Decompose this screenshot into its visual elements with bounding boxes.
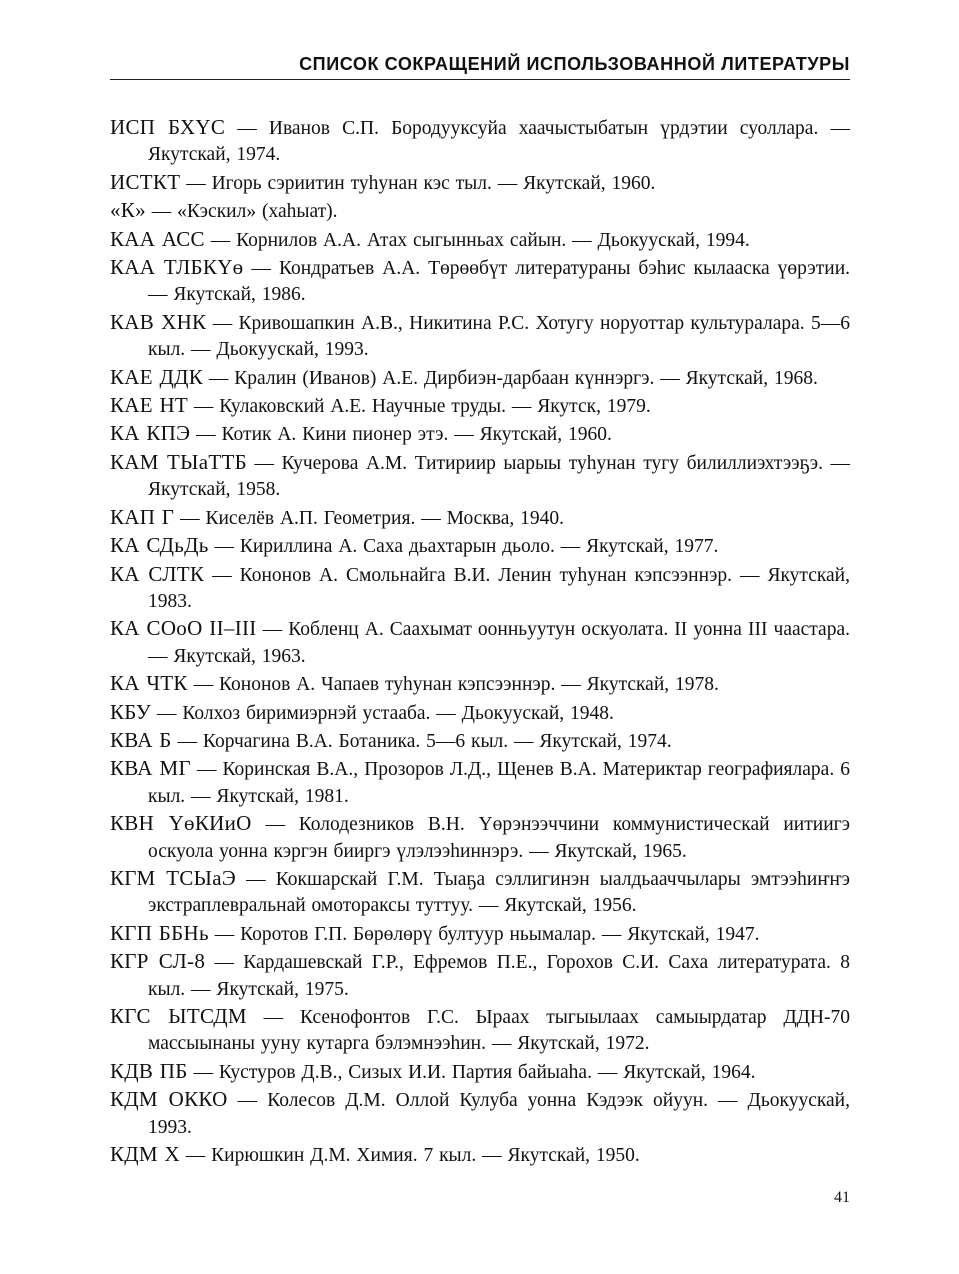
entry-reference: — Колхоз биримиэрнэй устааба. — Дьокуускай, 1948. [151, 702, 614, 724]
entry-abbreviation: КА СДьДь [110, 533, 209, 558]
entry-abbreviation: КАМ ТЫаТТБ [110, 449, 247, 474]
entry-reference: — «Кэскил» (хаһыат). [145, 201, 338, 223]
entry-abbreviation: КА ЧТК [110, 671, 188, 696]
list-entry [110, 948, 850, 1003]
entry-reference: — Коротов Г.П. Бөрөлөрү бултуур ньымалар. — Якутскай, 1947. [208, 923, 760, 945]
entry-abbreviation: КА СЛТК [110, 561, 205, 586]
entry-reference: — Колодезников В.Н. Үөрэнээччини коммунистическай иитиигэ оскуола уонна кэргэн бииргэ үлэлээһиннэрэ. — Якутскай, 1965. [148, 814, 850, 862]
entry-reference: — Кустуров Д.В., Сизых И.И. Партия байыаһа. — Якутскай, 1964. [187, 1061, 756, 1083]
entry-abbreviation: КГС ЫТСДМ [110, 1004, 247, 1028]
list-entry [110, 364, 850, 392]
list-entry [110, 865, 850, 920]
list-entry [110, 1058, 850, 1086]
list-entry [110, 561, 850, 616]
list-entry [110, 727, 850, 755]
entry-abbreviation: КВА Б [110, 727, 172, 752]
entry-abbreviation: КАП Г [110, 504, 175, 529]
entry-reference: — Котик А. Кини пионер этэ. — Якутскай, 1960. [190, 424, 612, 446]
entry-abbreviation: КВН ҮөКИиО [110, 811, 252, 836]
entry-reference: — Кириллина А. Саха дьахтарын дьоло. — Якутскай, 1977. [208, 536, 719, 558]
list-entry [110, 169, 850, 197]
header-rule [110, 79, 850, 80]
entry-reference: — Кокшарскай Г.М. Тыаҕа сэллигинэн ыалдьааччылары эмтээһиҥҥэ экстраплевральнай омотораксы туттуу. — Якутскай, 1956. [148, 868, 850, 917]
entry-reference: — Корчагина В.А. Ботаника. 5—6 кыл. — Якутскай, 1974. [171, 730, 672, 752]
list-entry [110, 670, 850, 698]
list-entry [110, 254, 850, 309]
list-entry [110, 449, 850, 504]
entry-abbreviation: ИСТКТ [110, 169, 181, 194]
list-entry [110, 226, 850, 254]
entry-reference: — Иванов С.П. Бородууксуйа хаачыстыбатын үрдэтии суоллара. — Якутскай, 1974. [148, 118, 850, 166]
entry-reference: — Кралин (Иванов) А.Е. Дирбиэн-дарбаан күннэргэ. — Якутскай, 1968. [203, 367, 818, 389]
list-entry [110, 1141, 850, 1169]
entry-abbreviation: КАЕ ДДК [110, 364, 204, 389]
entry-reference: — Кирюшкин Д.М. Химия. 7 кыл. — Якутскай, 1950. [179, 1145, 640, 1167]
list-entry [110, 1003, 850, 1058]
entry-reference: — Кардашевскай Г.Р., Ефремов П.Е., Горохов С.И. Саха литературата. 8 кыл. — Якутскай, 1975. [148, 952, 850, 1000]
entry-reference: — Кононов А. Чапаев туһунан кэпсээннэр. — Якутскай, 1978. [187, 674, 719, 696]
entry-abbreviation: ИСП БХҮС [110, 115, 226, 139]
list-entry [110, 309, 850, 364]
entry-reference: — Кривошапкин А.В., Никитина Р.С. Хотугу норуоттар культуралара. 5—6 кыл. — Дьокуускай, 1993. [148, 312, 850, 361]
list-entry [110, 420, 850, 448]
list-entry [110, 392, 850, 420]
entry-abbreviation: КАА АСС [110, 226, 205, 251]
entry-reference: — Киселёв А.П. Геометрия. — Москва, 1940. [174, 507, 565, 529]
entry-reference: — Ксенофонтов Г.С. Ыраах тыгыылаах самыырдатар ДДН-70 массыынаны ууну кутарга бэлэмнээһин. — Якутскай, 1972. [148, 1007, 850, 1055]
entry-abbreviation: «К» [110, 198, 146, 223]
entry-abbreviation: КДВ ПБ [110, 1058, 188, 1083]
entry-reference: — Кулаковский А.Е. Научные труды. — Якутск, 1979. [188, 396, 651, 418]
entry-abbreviation: КГР СЛ-8 [110, 949, 206, 974]
entry-abbreviation: КА СОоО II–III [110, 616, 257, 641]
running-head: СПИСОК СОКРАЩЕНИЙ ИСПОЛЬЗОВАННОЙ ЛИТЕРАТУРЫ [299, 54, 850, 74]
entry-abbreviation: КБУ [110, 699, 152, 724]
entry-abbreviation: КДМ ОККО [110, 1087, 228, 1112]
list-entry [110, 810, 850, 865]
page-number: 41 [834, 1189, 850, 1206]
entry-reference: — Корнилов А.А. Атах сыгынньах сайын. — Дьокуускай, 1994. [204, 229, 750, 251]
entry-reference: — Коринская В.А., Прозоров Л.Д., Щенев В.А. Материктар географиялара. 6 кыл. — Якутскай, 1981. [148, 759, 850, 807]
list-entry [110, 755, 850, 810]
entry-reference: — Кобленц А. Саахымат оонньуутун оскуолата. II уонна III чаастара. — Якутскай, 1963. [148, 619, 850, 667]
entry-reference: — Колесов Д.М. Оллой Кулуба уонна Кэдээк ойуун. — Дьокуускай, 1993. [148, 1090, 850, 1138]
entry-abbreviation: КВА МГ [110, 756, 191, 781]
entry-abbreviation: КА КПЭ [110, 421, 191, 446]
list-entry [110, 615, 850, 670]
entry-reference: — Кононов А. Смольнайга В.И. Ленин туһунан кэпсээннэр. — Якутскай, 1983. [148, 564, 850, 612]
list-entry [110, 1086, 850, 1141]
list-entry [110, 920, 850, 948]
entry-abbreviation: КАЕ НТ [110, 393, 189, 418]
list-entry [110, 532, 850, 560]
entry-reference: — Кондратьев А.А. Төрөөбүт литератураны бэһис кылааска үөрэтии. — Якутскай, 1986. [148, 258, 851, 306]
list-entry [110, 197, 850, 225]
abbreviation-list [110, 114, 850, 1169]
list-entry [110, 699, 850, 727]
entry-reference: — Кучерова А.М. Титириир ыарыы туһунан тугу билиллиэхтээҕэ. — Якутскай, 1958. [148, 452, 850, 501]
entry-abbreviation: КГП ББНь [110, 920, 209, 945]
entry-reference: — Игорь сэриитин туһунан кэс тыл. — Якутскай, 1960. [180, 172, 656, 194]
entry-abbreviation: КДМ Х [110, 1142, 180, 1167]
entry-abbreviation: КАВ ХНК [110, 309, 207, 334]
list-entry [110, 504, 850, 532]
entry-abbreviation: КГМ ТСЫаЭ [110, 865, 237, 890]
list-entry [110, 114, 850, 169]
entry-abbreviation: КАА ТЛБКҮө [110, 255, 244, 280]
